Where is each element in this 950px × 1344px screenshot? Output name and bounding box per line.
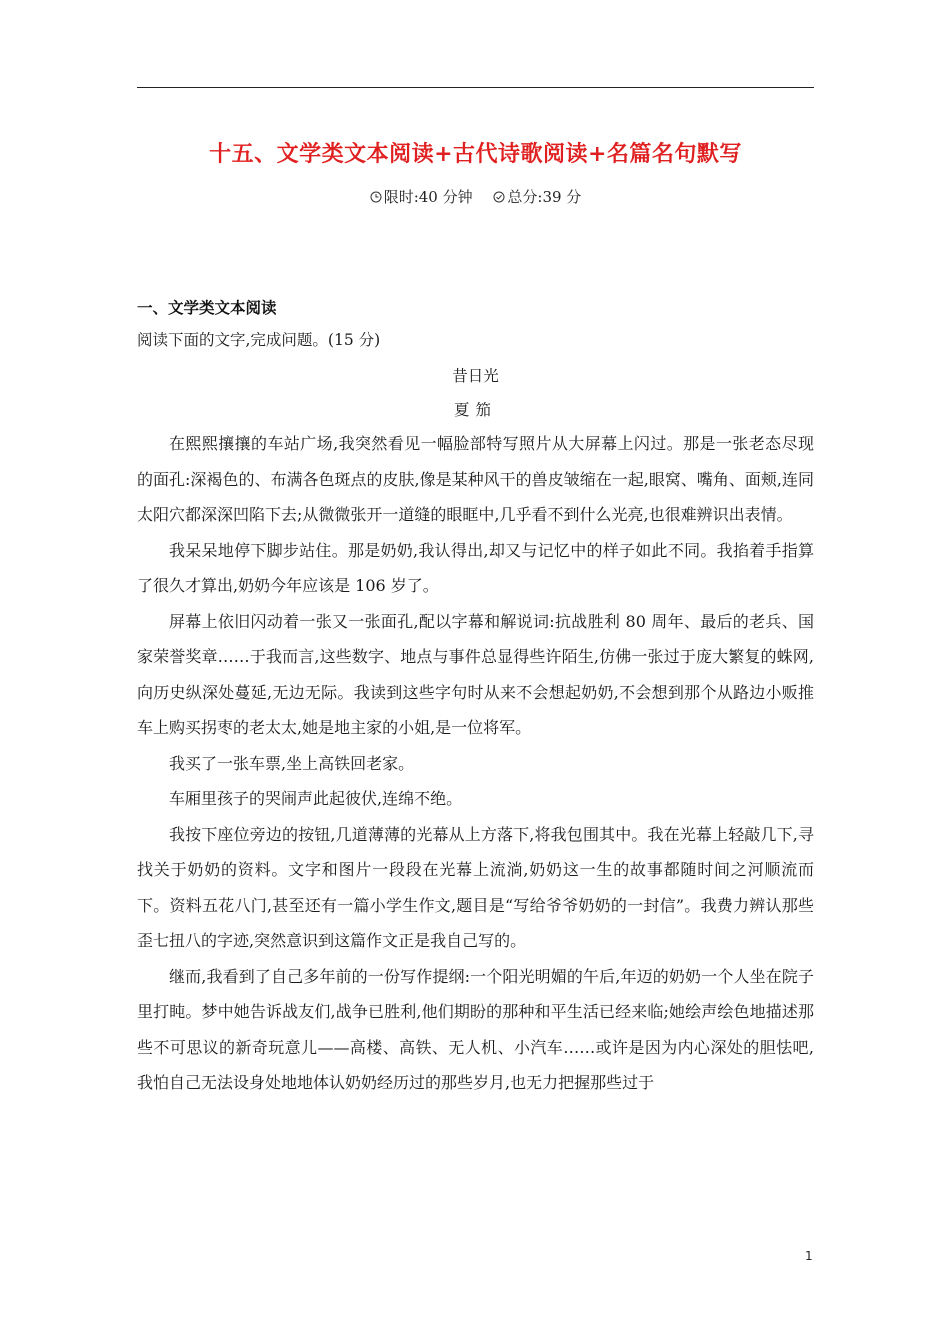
total-score xyxy=(493,188,581,206)
story-paragraph: 我按下座位旁边的按钮,几道薄薄的光幕从上方落下,将我包围其中。我在光幕上轻敲几下,寻找关于奶奶的资料。文字和图片一段段在光幕上流淌,奶奶这一生的故事都随时间之河顺流而下。资料五花八门,甚至还有一篇小学生作文,题目是“写给爷爷奶奶的一封信”。我费力辨认那些歪七扭八的字迹,突然意识到这篇作文正是我自己写的。 xyxy=(137,824,814,950)
time-limit-text: 限时:40 分钟 xyxy=(383,188,473,206)
story-paragraph: 车厢里孩子的哭闹声此起彼伏,连绵不绝。 xyxy=(169,789,463,808)
header-rule xyxy=(137,87,814,88)
story-body xyxy=(137,426,814,1101)
section-heading: 一、文学类文本阅读 xyxy=(137,299,277,317)
story-paragraph: 继而,我看到了自己多年前的一份写作提纲:一个阳光明媚的午后,年迈的奶奶一个人坐在院子里打盹。梦中她告诉战友们,战争已胜利,他们期盼的那种和平生活已经来临;她绘声绘色地描述那些不可思议的新奇玩意儿——高楼、高铁、无人机、小汽车……或许是因为内心深处的胆怯吧,我怕自己无法设身处地地体认奶奶经历过的那些岁月,也无力把握那些过于 xyxy=(137,966,814,1092)
story-paragraph: 屏幕上依旧闪动着一张又一张面孔,配以字幕和解说词:抗战胜利 80 周年、最后的老兵、国家荣誉奖章……于我而言,这些数字、地点与事件总显得些许陌生,仿佛一张过于庞大繁复的蛛网,向历史纵深处蔓延,无边无际。我读到这些字句时从来不会想起奶奶,不会想到那个从路边小贩推车上购买拐枣的老太太,她是地主家的小姐,是一位将军。 xyxy=(137,611,814,737)
page-number: 1 xyxy=(805,1249,813,1263)
document-title: 十五、文学类文本阅读+古代诗歌阅读+名篇名句默写 xyxy=(209,141,742,167)
exam-meta xyxy=(137,186,814,207)
story-paragraph: 我呆呆地停下脚步站住。那是奶奶,我认得出,却又与记忆中的样子如此不同。我掐着手指算了很久才算出,奶奶今年应该是 106 岁了。 xyxy=(137,540,814,595)
story-title: 昔日光 xyxy=(452,367,499,385)
clock-icon xyxy=(370,191,382,203)
story-paragraph: 我买了一张车票,坐上高铁回老家。 xyxy=(169,753,415,773)
time-limit xyxy=(370,188,478,206)
total-score-text: 总分:39 分 xyxy=(507,188,582,206)
check-circle-icon xyxy=(493,191,505,203)
section-instruction: 阅读下面的文字,完成问题。(15 分) xyxy=(137,331,381,349)
story-paragraph: 在熙熙攘攘的车站广场,我突然看见一幅脸部特写照片从大屏幕上闪过。那是一张老态尽现的面孔:深褐色的、布满各色斑点的皮肤,像是某种风干的兽皮皱缩在一起,眼窝、嘴角、面颊,连同太阳穴都深深凹陷下去;从微微张开一道缝的眼眶中,几乎看不到什么光亮,也很难辨识出表情。 xyxy=(137,434,814,524)
story-author: 夏笳 xyxy=(453,401,497,419)
